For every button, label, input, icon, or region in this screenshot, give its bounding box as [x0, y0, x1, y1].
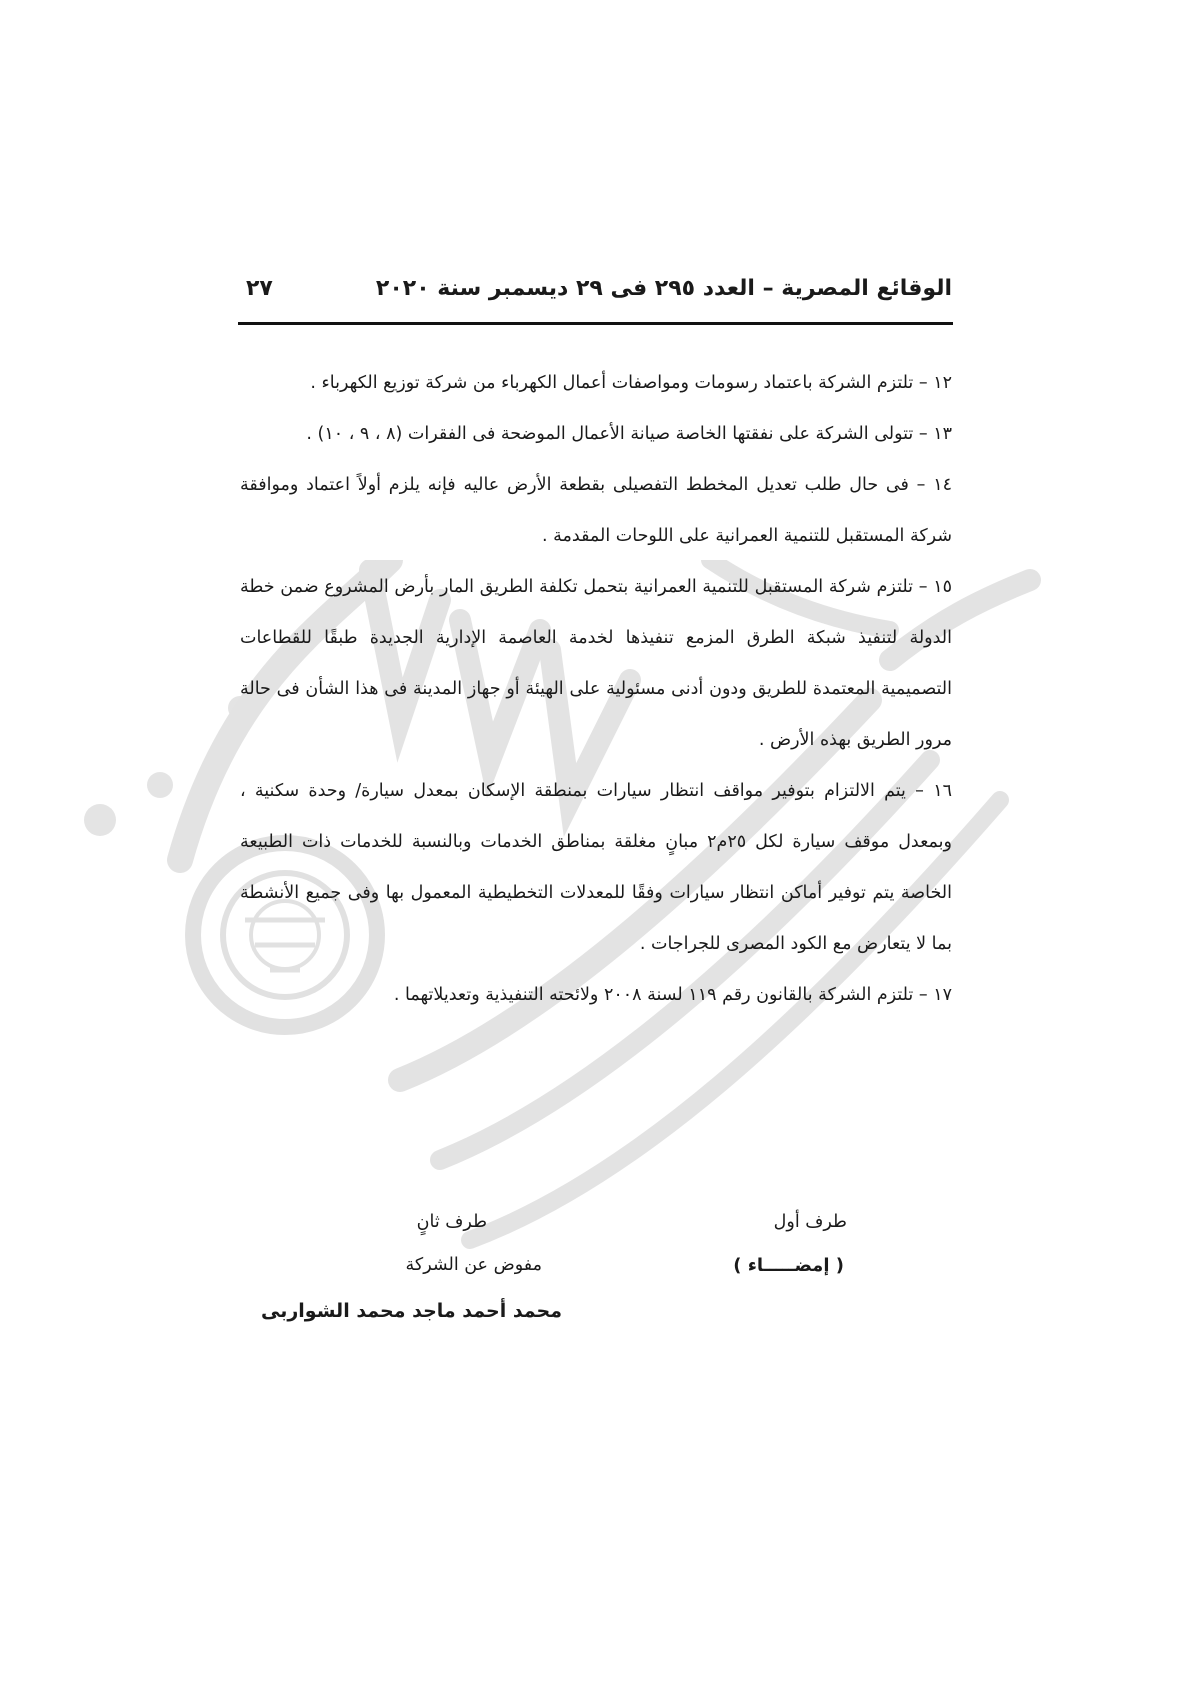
clause-12: ١٢ – تلتزم الشركة باعتماد رسومات ومواصفات أعمال الكهرباء من شركة توزيع الكهرباء . [310, 373, 952, 393]
document-body [240, 358, 952, 1021]
second-party-name: محمد أحمد ماجد محمد الشواربى [261, 1300, 562, 1322]
page-number: ٢٧ [246, 276, 273, 301]
signature-block [240, 1210, 952, 1350]
second-party-role: مفوض عن الشركة [405, 1255, 542, 1275]
clause-17: ١٧ – تلتزم الشركة بالقانون رقم ١١٩ لسنة ٢٠٠٨ ولائحته التنفيذية وتعديلاتهما . [393, 985, 952, 1005]
clause-16: ١٦ – يتم الالتزام بتوفير مواقف انتظار سيارات بمنطقة الإسكان بمعدل سيارة/ وحدة سكنية ، وبمعدل موقف سيارة لكل ٢٥م٢ مبانٍ مغلقة بمناطق الخدمات وبالنسبة للخدمات ذات الطبيعة الخاصة يتم توفير أماكن انتظار سيارات وفقًا للمعدلات التخطيطية المعمول بها وفى جميع الأنشطة بما لا يتعارض مع الكود المصرى للجراجات . [240, 781, 952, 954]
clause-14: ١٤ – فى حال طلب تعديل المخطط التفصيلى بقطعة الأرض عاليه فإنه يلزم أولاً اعتماد وموافقة شركة المستقبل للتنمية العمرانية على اللوحات المقدمة . [240, 475, 952, 546]
first-party-signature: ( إمضـــــاء ) [733, 1255, 844, 1276]
header-divider [238, 322, 953, 325]
clause-15: ١٥ – تلتزم شركة المستقبل للتنمية العمرانية بتحمل تكلفة الطريق المار بأرض المشروع ضمن خطة الدولة لتنفيذ شبكة الطرق المزمع تنفيذها لخدمة العاصمة الإدارية الجديدة طبقًا للقطاعات التصميمية المعتمدة للطريق ودون أدنى مسئولية على الهيئة أو جهاز المدينة فى هذا الشأن فى حالة مرور الطريق بهذه الأرض . [240, 577, 952, 750]
second-party-label: طرف ثانٍ [416, 1212, 487, 1232]
gazette-title: الوقائع المصرية – العدد ٢٩٥ فى ٢٩ ديسمبر سنة ٢٠٢٠ [375, 276, 952, 301]
first-party-label: طرف أول [773, 1212, 847, 1232]
page-header [240, 276, 952, 316]
clause-13: ١٣ – تتولى الشركة على نفقتها الخاصة صيانة الأعمال الموضحة فى الفقرات (٨ ، ٩ ، ١٠) . [306, 424, 952, 444]
